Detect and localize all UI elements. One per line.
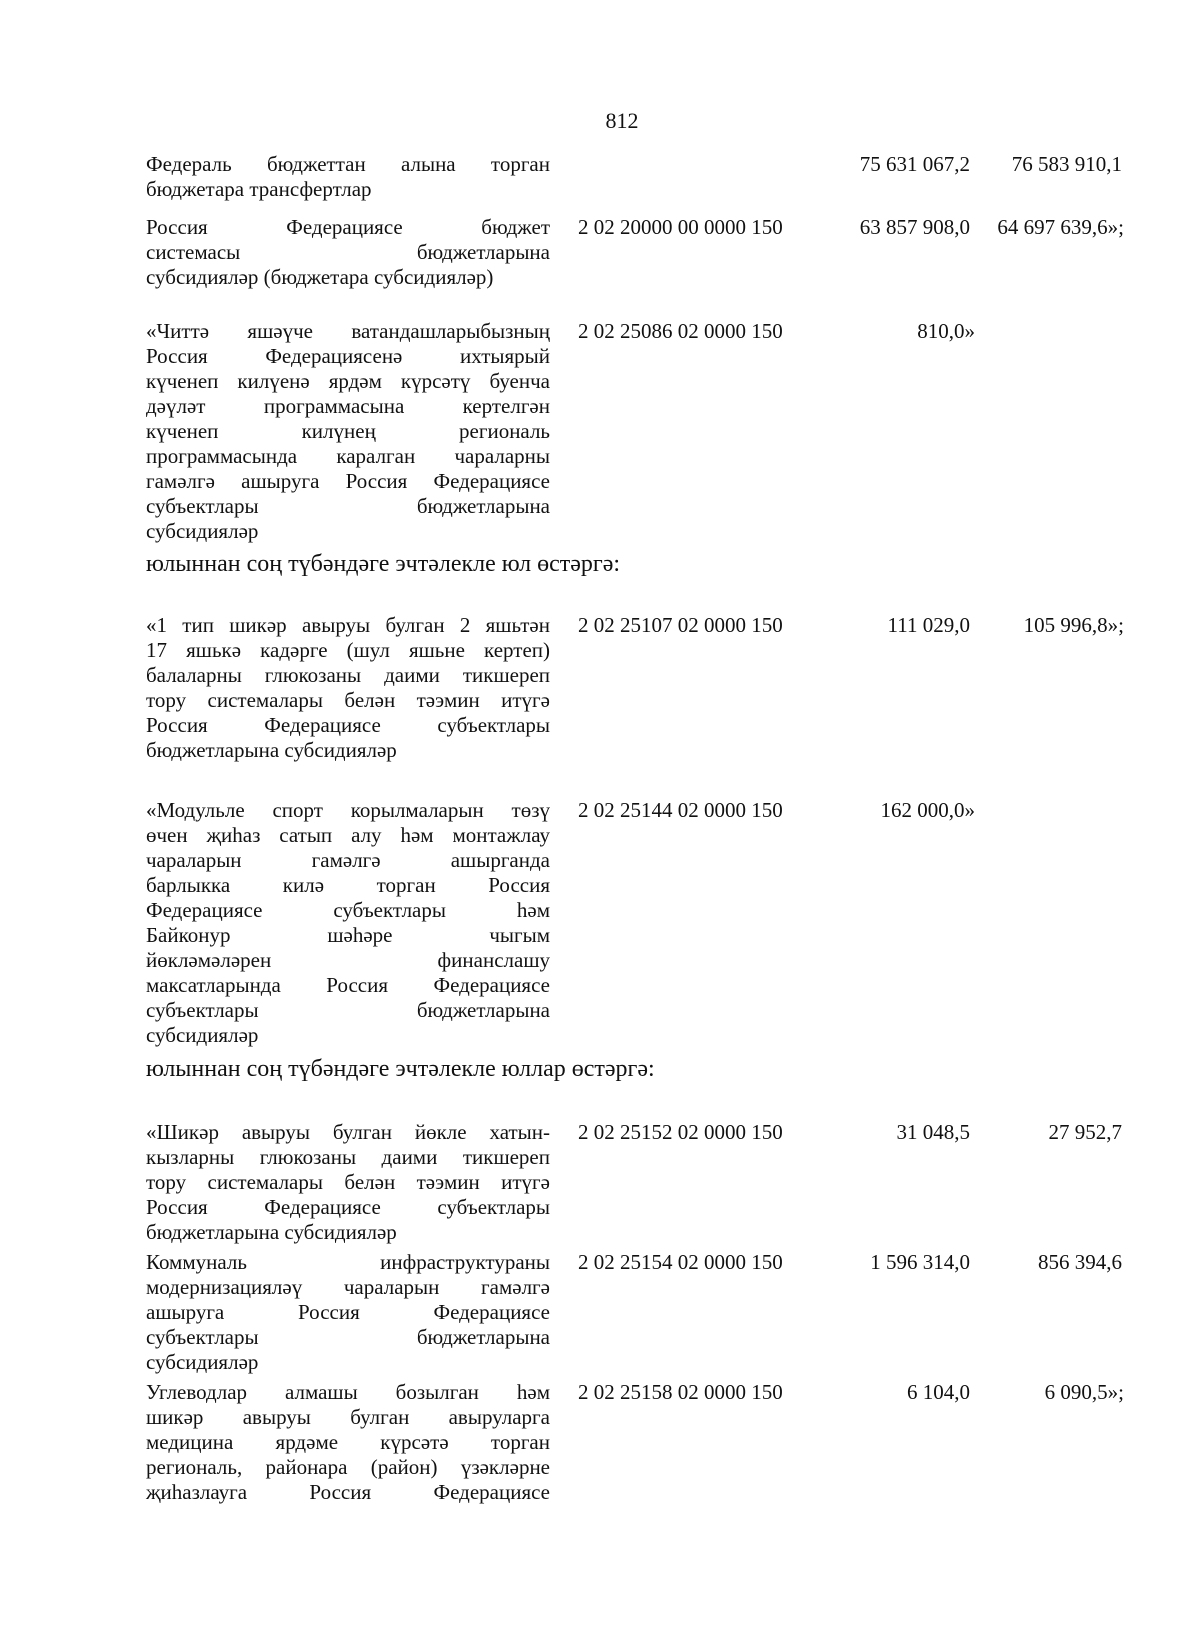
- row-description-line: Байконур шәһәре чыгым: [146, 923, 550, 947]
- row-description: [146, 1120, 550, 1245]
- row-description-line: тору системалары белән тәэмин итүгә: [146, 688, 550, 712]
- row-description-line: ашыруга Россия Федерациясе: [146, 1300, 550, 1324]
- row-description-line: чараларын гамәлгә ашырганда: [146, 848, 550, 872]
- row-value-1: 162 000,0»: [880, 798, 975, 822]
- row-description-line: шикәр авыруы булган авыруларга: [146, 1405, 550, 1429]
- row-description-line: «1 тип шикәр авыруы булган 2 яшьтән: [146, 613, 550, 637]
- row-description-line: системасы бюджетларына: [146, 240, 550, 264]
- row-description-line: Углеводлар алмашы бозылган һәм: [146, 1380, 550, 1404]
- row-description-line: региональ, районара (район) үзәкләрне: [146, 1455, 550, 1479]
- row-description-line: җиһазлауга Россия Федерациясе: [146, 1480, 550, 1504]
- row-value-1: 111 029,0: [887, 613, 970, 637]
- row-description-line: медицина ярдәме күрсәтә торган: [146, 1430, 550, 1454]
- row-value-2: 64 697 639,6»;: [997, 215, 1124, 239]
- row-description-line: гамәлгә ашыруга Россия Федерациясе: [146, 469, 550, 493]
- row-description-line: субсидияләр: [146, 519, 259, 543]
- row-description: [146, 215, 550, 290]
- row-description-line: максатларында Россия Федерациясе: [146, 973, 550, 997]
- row-description-line: «Модульле спорт корылмаларын төзү: [146, 798, 550, 822]
- row-description: [146, 319, 550, 544]
- row-code: 2 02 25154 02 0000 150: [578, 1250, 783, 1274]
- row-description-line: Федераль бюджеттан алына торган: [146, 152, 550, 176]
- row-value-1: 31 048,5: [896, 1120, 970, 1144]
- row-description: [146, 613, 550, 763]
- row-description-line: бюджетара трансфертлар: [146, 177, 372, 201]
- row-code: 2 02 20000 00 0000 150: [578, 215, 783, 239]
- row-description-line: субъектлары бюджетларына: [146, 998, 550, 1022]
- row-value-1: 810,0»: [917, 319, 975, 343]
- row-description-line: субъектлары бюджетларына: [146, 494, 550, 518]
- row-value-1: 63 857 908,0: [859, 215, 970, 239]
- row-description-line: йөкләмәләрен финанслашу: [146, 948, 550, 972]
- row-description-line: күченеп килүнең региональ: [146, 419, 550, 443]
- row-description-line: субсидияләр (бюджетара субсидияләр): [146, 265, 494, 289]
- row-description-line: барлыкка килә торган Россия: [146, 873, 550, 897]
- insert-instruction: юлыннан соң түбәндәге эчтәлекле юл өстәргә:: [146, 551, 621, 577]
- row-code: 2 02 25086 02 0000 150: [578, 319, 783, 343]
- row-description: [146, 1380, 550, 1505]
- row-description-line: Россия Федерациясе субъектлары: [146, 713, 550, 737]
- row-code: 2 02 25158 02 0000 150: [578, 1380, 783, 1404]
- row-description-line: балаларны глюкозаны даими тикшереп: [146, 663, 550, 687]
- row-value-2: 76 583 910,1: [1011, 152, 1122, 176]
- row-value-2: 856 394,6: [1038, 1250, 1122, 1274]
- row-description-line: дәүләт программасына кертелгән: [146, 394, 550, 418]
- row-description-line: тору системалары белән тәэмин итүгә: [146, 1170, 550, 1194]
- row-description-line: субъектлары бюджетларына: [146, 1325, 550, 1349]
- row-description-line: «Шикәр авыруы булган йөкле хатын-: [146, 1120, 550, 1144]
- row-description-line: күченеп килүенә ярдәм күрсәтү буенча: [146, 369, 550, 393]
- row-code: 2 02 25144 02 0000 150: [578, 798, 783, 822]
- row-description-line: Коммуналь инфраструктураны: [146, 1250, 550, 1274]
- row-description-line: бюджетларына субсидияләр: [146, 1220, 397, 1244]
- row-description-line: субсидияләр: [146, 1023, 259, 1047]
- row-description-line: субсидияләр: [146, 1350, 259, 1374]
- row-description-line: Федерациясе субъектлары һәм: [146, 898, 550, 922]
- row-description-line: программасында каралган чараларны: [146, 444, 550, 468]
- row-description-line: Россия Федерациясенә ихтыярый: [146, 344, 550, 368]
- row-code: 2 02 25152 02 0000 150: [578, 1120, 783, 1144]
- row-description: [146, 798, 550, 1048]
- row-description-line: Россия Федерациясе бюджет: [146, 215, 550, 239]
- page-number: 812: [605, 108, 639, 133]
- row-value-2: 6 090,5»;: [1044, 1380, 1124, 1404]
- row-value-2: 105 996,8»;: [1023, 613, 1124, 637]
- row-description-line: кызларны глюкозаны даими тикшереп: [146, 1145, 550, 1169]
- row-description: [146, 1250, 550, 1375]
- row-description-line: бюджетларына субсидияләр: [146, 738, 397, 762]
- row-description-line: «Читтә яшәүче ватандашларыбызның: [146, 319, 550, 343]
- row-description-line: модернизацияләү чараларын гамәлгә: [146, 1275, 550, 1299]
- row-description: [146, 152, 550, 202]
- row-description-line: өчен җиһаз сатып алу һәм монтажлау: [146, 823, 550, 847]
- row-code: 2 02 25107 02 0000 150: [578, 613, 783, 637]
- row-value-1: 75 631 067,2: [859, 152, 970, 176]
- row-description-line: 17 яшькә кадәрге (шул яшьне кертеп): [146, 638, 550, 662]
- row-value-1: 6 104,0: [907, 1380, 970, 1404]
- row-value-1: 1 596 314,0: [870, 1250, 970, 1274]
- row-value-2: 27 952,7: [1048, 1120, 1122, 1144]
- row-description-line: Россия Федерациясе субъектлары: [146, 1195, 550, 1219]
- insert-instruction: юлыннан соң түбәндәге эчтәлекле юллар өстәргә:: [146, 1056, 655, 1082]
